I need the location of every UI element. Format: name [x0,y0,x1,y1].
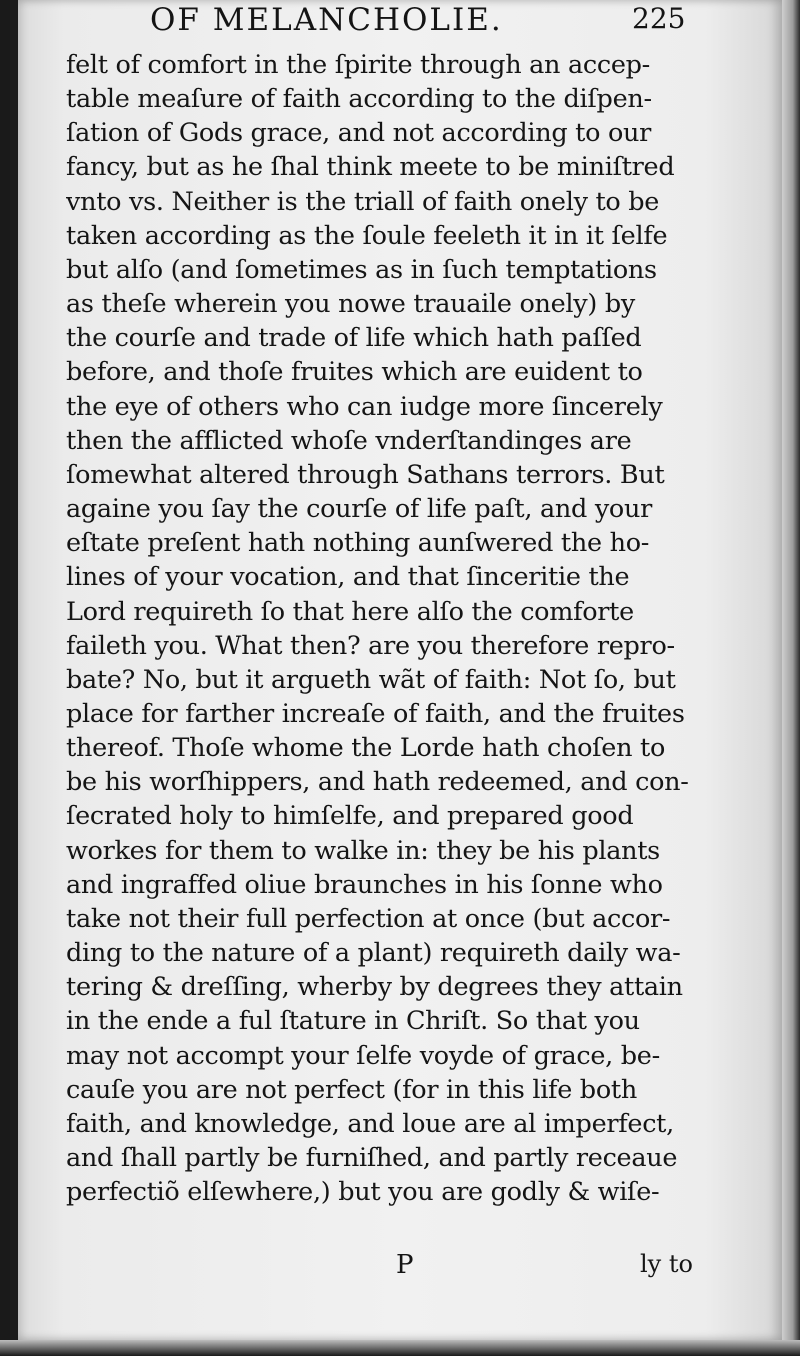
text-line: in the ende a ful ſtature in Chriſt. So that you [66,1006,640,1037]
text-line: eſtate preſent hath nothing aunſwered the ho- [66,528,650,559]
text-line: be his worſhippers, and hath redeemed, and con- [66,767,689,798]
text-line: the courſe and trade of life which hath paſſed [66,323,642,354]
text-line: felt of comfort in the ſpirite through an accep- [66,50,650,80]
text-line: ſomewhat altered through Sathans terrors. But [66,459,665,490]
catchword: ly to [640,1250,693,1278]
book-page [18,0,782,1340]
page-bottom-shadow [0,1340,800,1356]
text-line: but alſo (and ſometimes as in ſuch temptations [66,254,657,285]
text-line: bate? No, but it argueth wãt of faith: Not ſo, but [66,664,676,695]
text-line: vnto vs. Neither is the triall of faith onely to be [66,186,660,217]
text-line: ding to the nature of a plant) requireth daily wa- [66,938,681,969]
text-line: againe you ſay the courſe of life paſt, and your [66,494,652,525]
text-line: may not accompt your ſelfe voyde of grace, be- [66,1040,660,1071]
text-line: tering & dreſſing, wherby by degrees they attain [66,972,683,1003]
text-line: place for farther increaſe of faith, and the fruites [66,698,685,729]
text-line: perfectiõ elſewhere,) but you are godly & wiſe- [66,1177,660,1208]
text-line: ſation of Gods grace, and not according to our [66,118,652,149]
text-line: ſecrated holy to himſelfe, and prepared good [66,801,634,832]
text-line: the eye of others who can iudge more ſincerely [66,391,663,422]
text-line: as theſe wherein you nowe trauaile onely) by [66,289,635,320]
text-line: cauſe you are not perfect (for in this life both [66,1074,637,1105]
text-line: fancy, but as he ſhal think meete to be miniſtred [66,152,675,183]
page-edge-shadow [782,0,800,1356]
signature-mark: P [396,1250,414,1280]
text-line: table meaſure of faith according to the diſpen- [66,84,652,115]
text-line: lines of your vocation, and that ſinceritie the [66,562,630,593]
text-line: and ingraffed oliue braunches in his ſonne who [66,869,663,900]
page-number: 225 [632,2,686,35]
text-line: taken according as the ſoule feeleth it in it ſelfe [66,220,668,251]
text-line: before, and thoſe fruites which are euident to [66,357,643,388]
text-line: then the afflicted whoſe vnderſtandinges are [66,425,632,456]
text-line: and ſhall partly be furniſhed, and partly receaue [66,1143,678,1173]
text-line: faileth you. What then? are you therefore repro- [66,630,675,661]
text-line: faith, and knowledge, and loue are al imperfect, [66,1108,674,1139]
running-head: OF MELANCHOLIE. [150,2,503,38]
text-line: thereof. Thoſe whome the Lorde hath choſen to [66,733,666,764]
text-line: take not their full perfection at once (but accor- [66,903,671,934]
body-text [66,48,702,1209]
text-line: Lord requireth ſo that here alſo the comforte [66,596,634,627]
text-line: workes for them to walke in: they be his plants [66,835,660,866]
